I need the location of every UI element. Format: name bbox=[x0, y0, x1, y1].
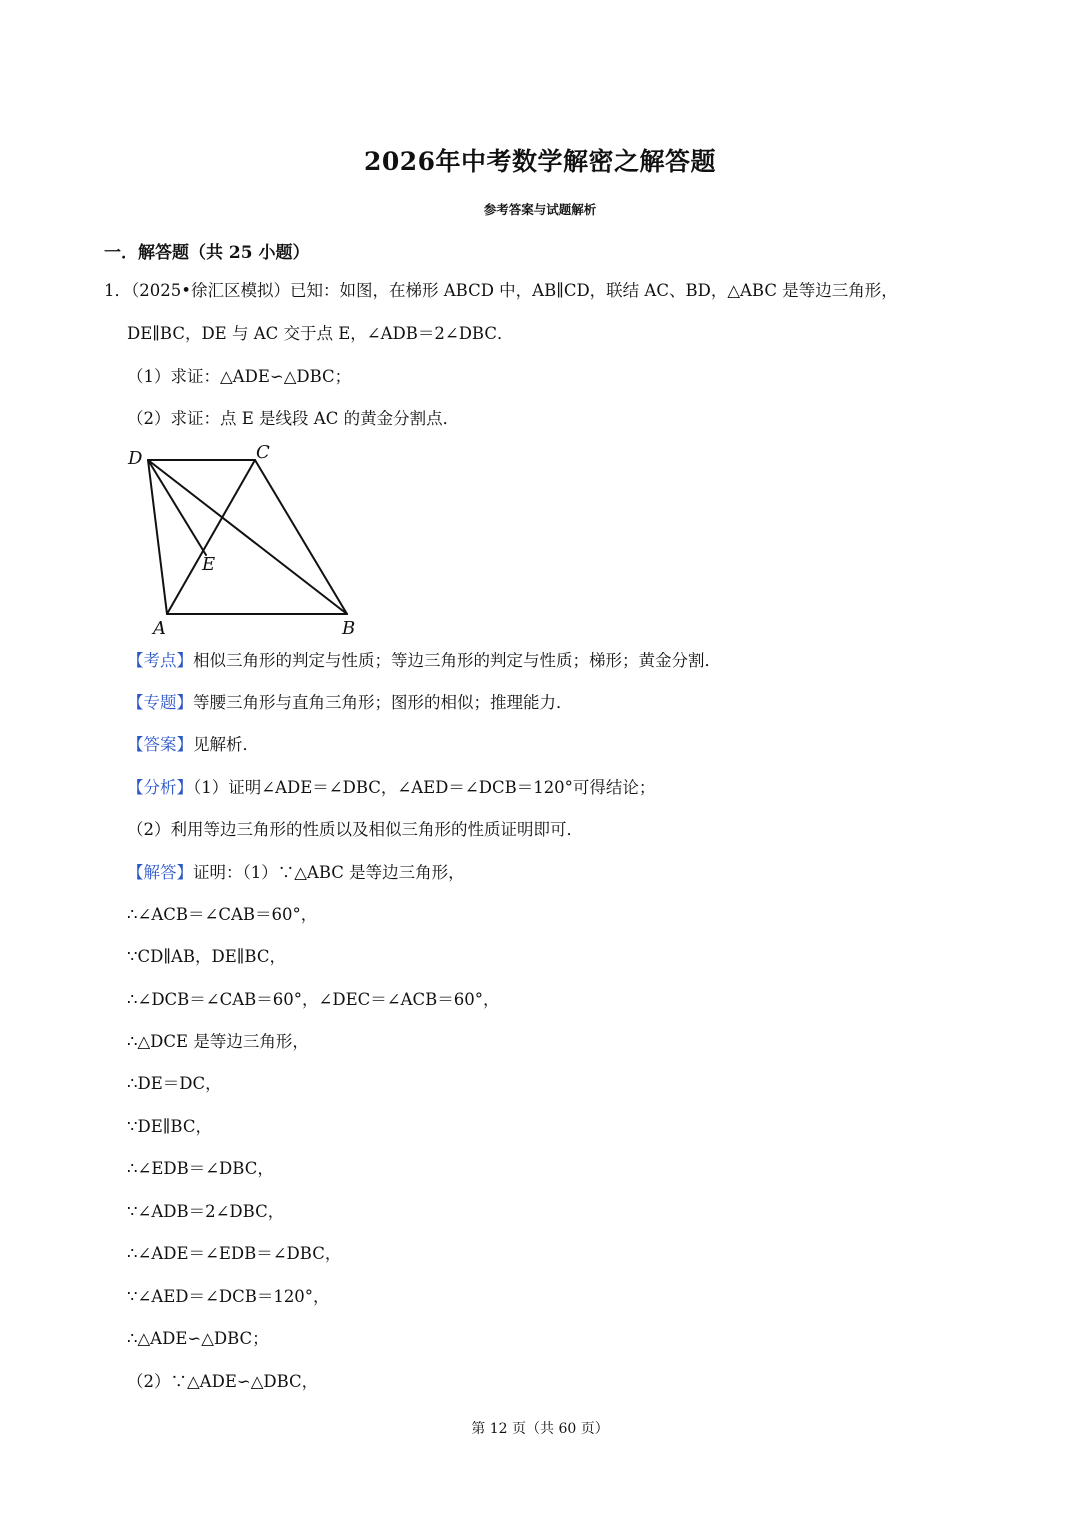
solution-line: ∴∠DCB＝∠CAB＝60°，∠DEC＝∠ACB＝60°， bbox=[127, 990, 500, 1009]
zhuanti-tag: 【专题】 bbox=[127, 693, 193, 712]
label-A: A bbox=[153, 618, 166, 639]
solution-line: ∴∠EDB＝∠DBC， bbox=[127, 1159, 274, 1178]
solution-line: ∴∠ACB＝∠CAB＝60°， bbox=[127, 905, 318, 924]
solution-line: ∵∠ADB＝2∠DBC， bbox=[127, 1202, 285, 1221]
jieda-text: 证明：（1）∵△ABC 是等边三角形， bbox=[193, 863, 465, 882]
solution-line: ∵∠AED＝∠DCB＝120°， bbox=[127, 1287, 330, 1306]
zhuanti-row bbox=[127, 692, 573, 714]
solution-line: ∴△DCE 是等边三角形， bbox=[127, 1032, 309, 1051]
daan-text: 见解析． bbox=[193, 735, 259, 754]
solution-line: ∴△ADE∽△DBC； bbox=[127, 1329, 269, 1348]
segment-DB bbox=[148, 460, 347, 614]
segment-AC bbox=[167, 460, 255, 614]
solution-line: （2）∵△ADE∽△DBC， bbox=[127, 1372, 319, 1391]
question-part2: （2）求证：点 E 是线段 AC 的黄金分割点． bbox=[127, 409, 460, 428]
label-D: D bbox=[128, 448, 143, 469]
solution-line: ∴∠ADE＝∠EDB＝∠DBC， bbox=[127, 1244, 342, 1263]
question-stem-line2: DE∥BC，DE 与 AC 交于点 E，∠ADB＝2∠DBC． bbox=[127, 324, 514, 343]
fenxi-tag: 【分析】 bbox=[127, 778, 193, 797]
segment-DA bbox=[148, 460, 167, 614]
fenxi-text-2: （2）利用等边三角形的性质以及相似三角形的性质证明即可． bbox=[127, 820, 583, 839]
geometry-figure bbox=[120, 440, 370, 640]
question-part1: （1）求证：△ADE∽△DBC； bbox=[127, 367, 352, 386]
kaodian-row bbox=[127, 650, 721, 672]
label-E: E bbox=[202, 554, 216, 575]
question-stem-line1: 1．（2025•徐汇区模拟）已知：如图，在梯形 ABCD 中，AB∥CD，联结 AC、BD，△ABC 是等边三角形， bbox=[104, 281, 898, 300]
zhuanti-text: 等腰三角形与直角三角形；图形的相似；推理能力． bbox=[193, 693, 573, 712]
solution-line: ∴DE＝DC， bbox=[127, 1074, 222, 1093]
jieda-tag: 【解答】 bbox=[127, 863, 193, 882]
section-heading: 一．解答题（共 25 小题） bbox=[104, 243, 310, 263]
solution-line: ∵CD∥AB，DE∥BC， bbox=[127, 947, 286, 966]
fenxi-text: （1）证明∠ADE＝∠DBC，∠AED＝∠DCB＝120°可得结论； bbox=[193, 778, 656, 797]
page-footer: 第 12 页（共 60 页） bbox=[471, 1421, 609, 1437]
daan-row bbox=[127, 734, 259, 756]
label-B: B bbox=[342, 618, 356, 639]
segment-CB bbox=[255, 460, 347, 614]
solution-line: ∵DE∥BC， bbox=[127, 1117, 212, 1136]
label-C: C bbox=[256, 442, 270, 463]
kaodian-tag: 【考点】 bbox=[127, 651, 193, 670]
jieda-row bbox=[127, 862, 465, 884]
page-subtitle: 参考答案与试题解析 bbox=[483, 202, 597, 217]
kaodian-text: 相似三角形的判定与性质；等边三角形的判定与性质；梯形；黄金分割． bbox=[193, 651, 721, 670]
page-title: 2026年中考数学解密之解答题 bbox=[363, 147, 717, 176]
segment-DE bbox=[148, 460, 206, 555]
fenxi-row bbox=[127, 777, 655, 799]
daan-tag: 【答案】 bbox=[127, 735, 193, 754]
